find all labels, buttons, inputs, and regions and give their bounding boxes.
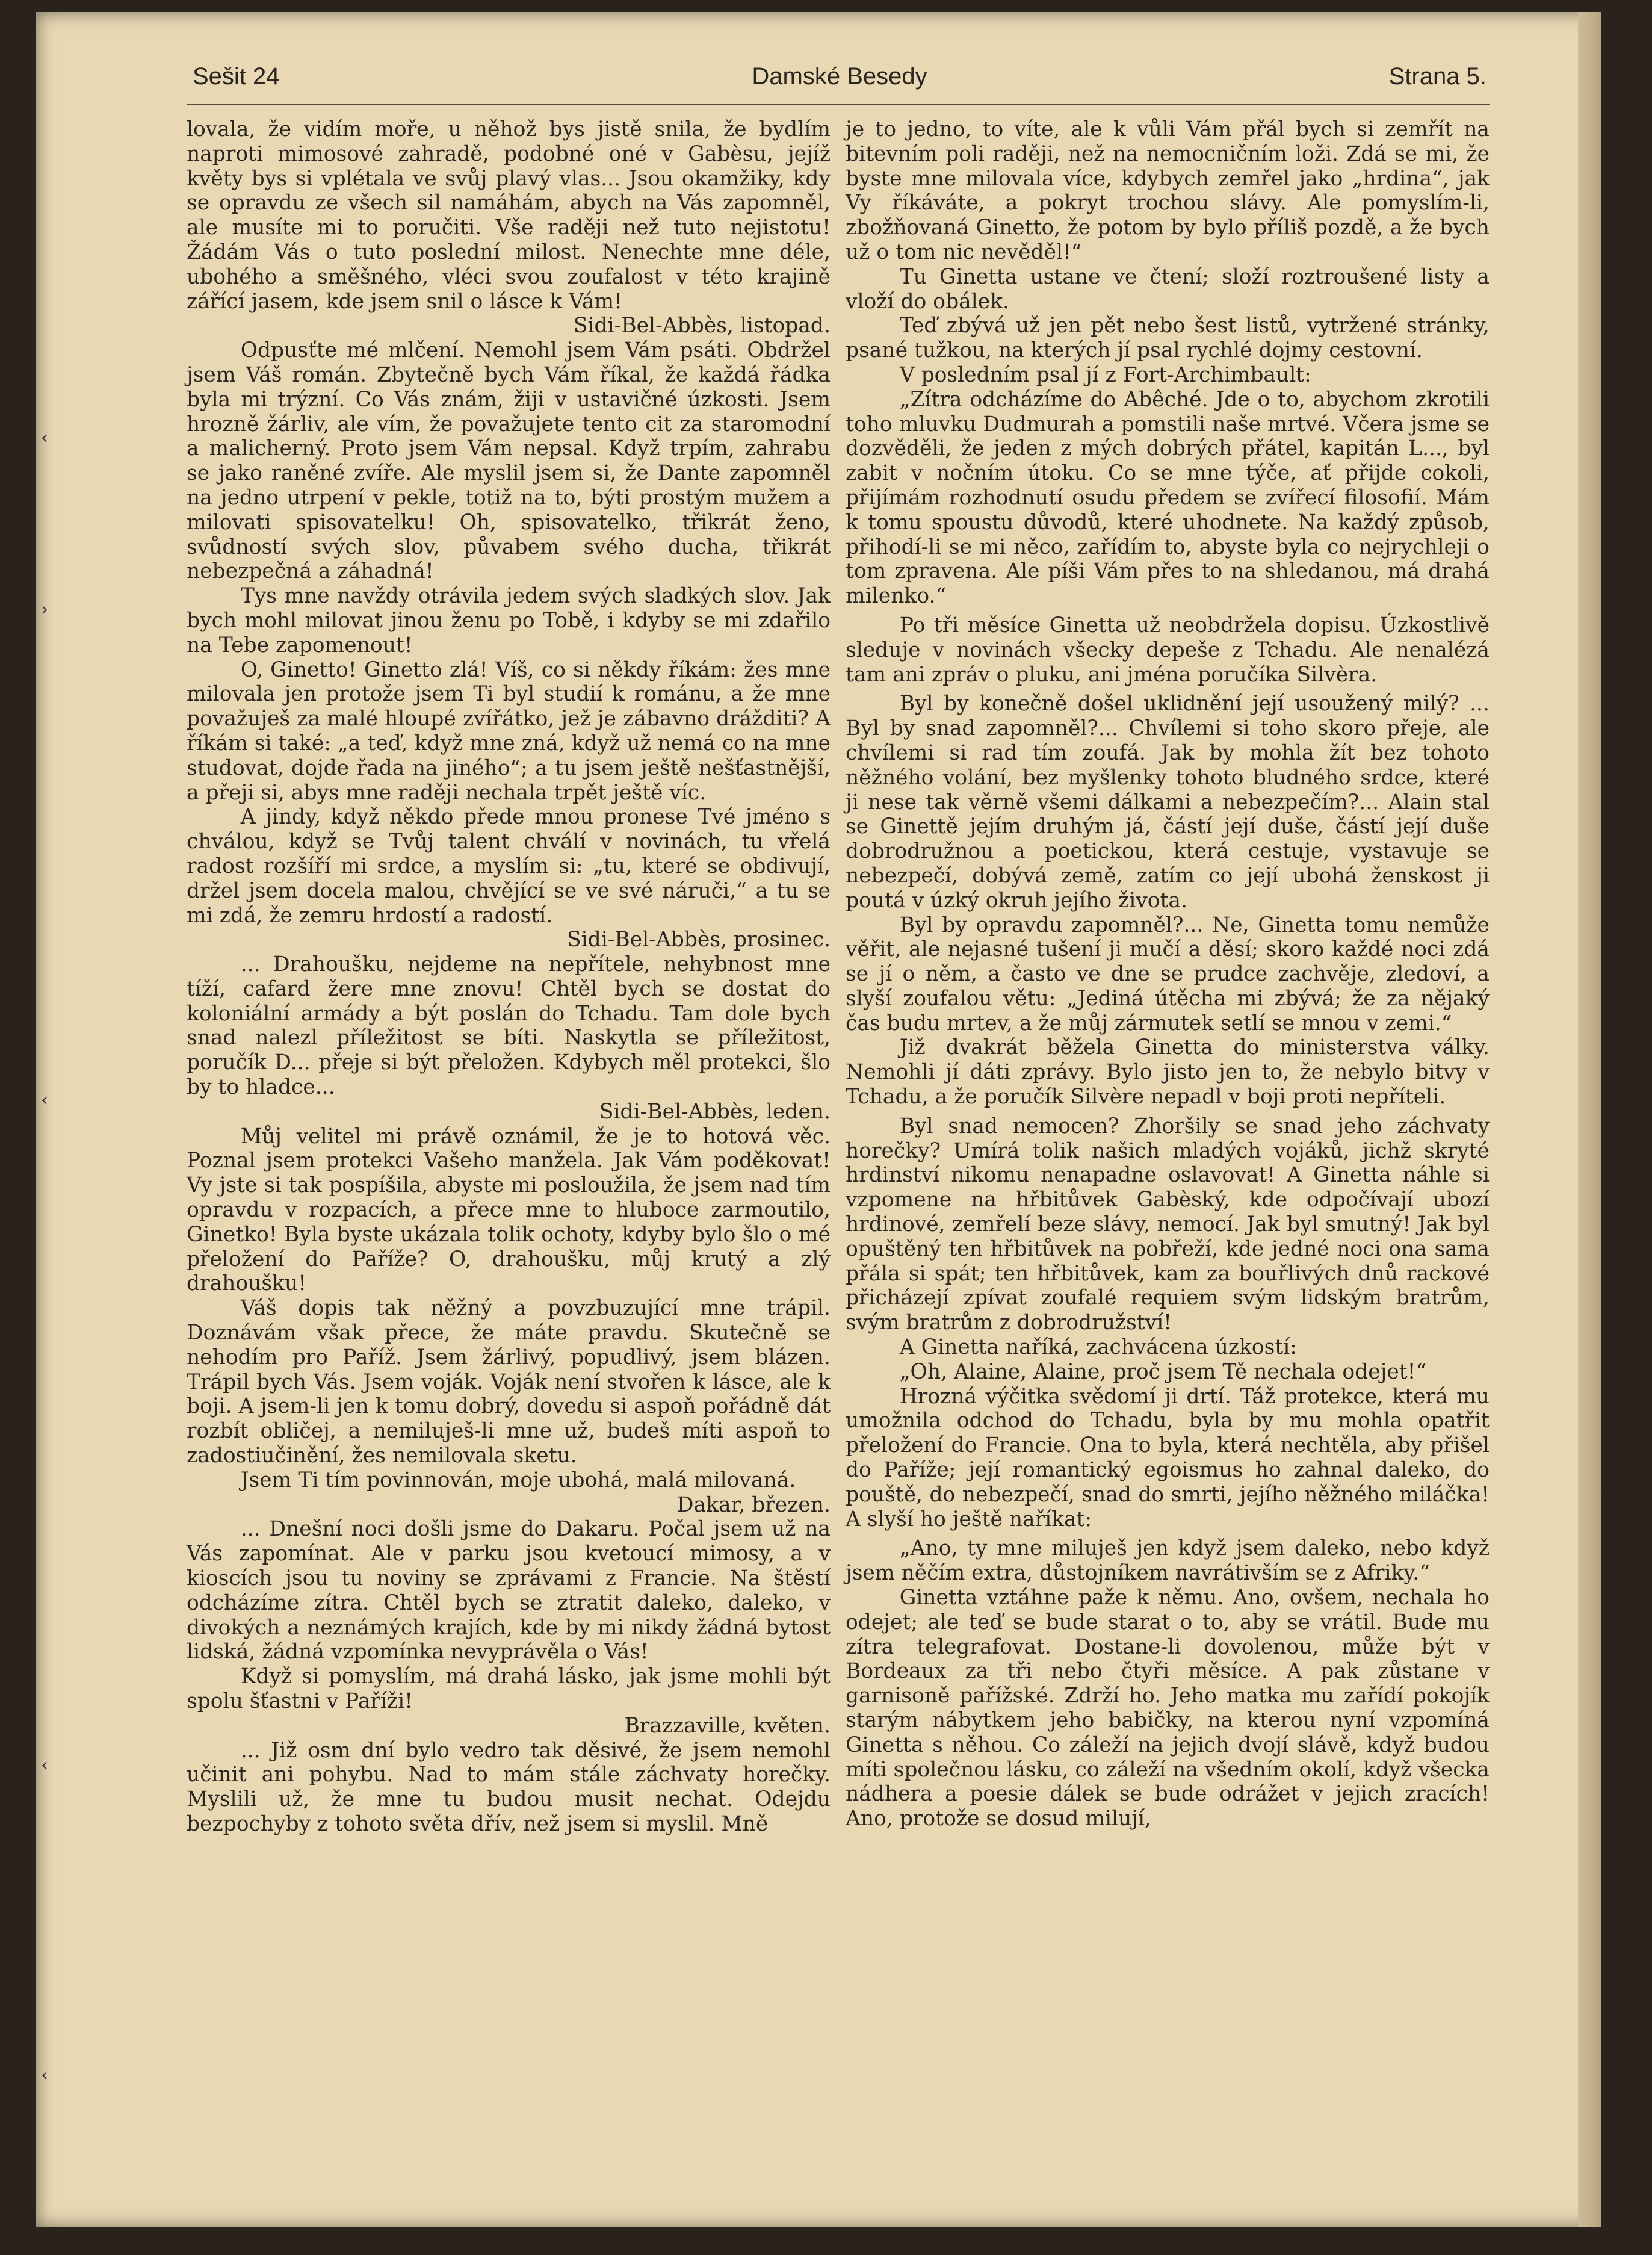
- letter-dateline: Brazzaville, květen.: [624, 1713, 831, 1738]
- paragraph: „Ano, ty mne miluješ jen když jsem daleko, nebo když jsem něčím extra, důstojníkem navrátivším se z Afriky.“: [846, 1536, 1490, 1586]
- paragraph: ... Drahoušku, nejdeme na nepřítele, nehybnost mne tíží, cafard žere mne znovu! Chtěl bych se dostat do koloniální armády a být poslán do Tchadu. Tam dole bych snad nalezl příležitost se bíti. Naskytla se příležitost, poručík D... přeje si být přeložen. Kdybych měl protekci, šlo by to hladce...: [187, 952, 831, 1100]
- paragraph: Ginetta vztáhne paže k němu. Ano, ovšem, nechala ho odejet; ale teď se bude starat o to, aby se vrátil. Bude mu zítra telegrafovat. Dostane-li dovolenou, může být v Bordeaux za tři nebo čtyři měsíce. A pak zůstane v garnisoně pařížské. Zdrží ho. Jeho matka mu zařídí pokojík starým nábytkem jeho babičky, na kterou nyní vzpomíná Ginetta s něhou. Co záleží na jejich dvojí slávě, když budou míti společnou lásku, co záleží na všedním okolí, když všecka nádhera a poesie dálek se bude odrážet v jejich zracích! Ano, protože se dosud milují,: [846, 1586, 1490, 1831]
- paragraph: „Oh, Alaine, Alaine, proč jsem Tě nechala odejet!“: [899, 1359, 1427, 1384]
- margin-mark: ‹: [41, 1090, 48, 1111]
- right-column: [846, 117, 1490, 1831]
- paragraph: Odpusťte mé mlčení. Nemohl jsem Vám psáti. Obdržel jsem Váš román. Zbytečně bych Vám říkal, že každá řádka byla mi trýzní. Co Vás znám, žiji v ustavičné úzkosti. Jsem hrozně žárliv, ale vím, že považujete tento cit za staromodní a malicherný. Proto jsem Vám nepsal. Když trpím, zahrabu se jako raněné zvíře. Ale myslil jsem si, že Dante zapomněl na jedno utrpení v pekle, totiž na to, býti prostým mužem a milovati spisovatelku! Oh, spisovatelko, třikrát ženo, svůdností svých slov, půvabem svého ducha, třikrát nebezpečná a záhadná!: [187, 338, 831, 584]
- letter-dateline: Sidi-Bel-Abbès, prosinec.: [566, 928, 831, 952]
- paragraph: A Ginetta naříká, zachvácena úzkostí:: [899, 1335, 1297, 1360]
- paragraph: Tu Ginetta ustane ve čtení; složí roztroušené listy a vloží do obálek.: [846, 264, 1490, 314]
- margin-mark: ‹: [41, 2065, 48, 2086]
- margin-mark: ‹: [41, 427, 48, 448]
- header-rule: [187, 104, 1490, 105]
- magazine-page: [36, 12, 1601, 2227]
- binding-edge: [1578, 12, 1601, 2227]
- paragraph: Můj velitel mi právě oznámil, že je to hotová věc. Poznal jsem protekci Vašeho manžela. Jak Vám poděkovat! Vy jste si tak pospíšila, abyste mi posloužila, že jsem nad tím opravdu v rozpacích, a přece mne to hluboce zarmoutilo, Ginetko! Byla byste ukázala tolik ochoty, kdyby bylo šlo o mé přeložení do Paříže? O, drahoušku, můj krutý a zlý drahoušku!: [187, 1124, 831, 1296]
- paragraph: Jsem Ti tím povinnován, moje ubohá, malá milovaná.: [240, 1468, 796, 1492]
- paragraph: je to jedno, to víte, ale k vůli Vám přál bych si zemřít na bitevním poli raději, než na nemocničním loži. Zdá se mi, že byste mne milovala více, kdybych zemřel jako „hrdina“, jak Vy říkáváte, a pokryt trochou slávy. Ale pomyslím-li, zbožňovaná Ginetto, že potom by bylo příliš pozdě, a že bych už o tom nic nevěděl!“: [846, 117, 1490, 264]
- paragraph: Po tři měsíce Ginetta už neobdržela dopisu. Úzkostlivě sleduje v novinách všecky depeše z Tchadu. Ale nenalézá tam ani zpráv o pluku, ani jména poručíka Silvèra.: [846, 613, 1490, 687]
- paragraph: Již dvakrát běžela Ginetta do ministerstva války. Nemohli jí dáti zprávy. Bylo jisto jen to, že nebylo bitvy v Tchadu, a že poručík Silvère nepadl v boji proti nepříteli.: [846, 1035, 1490, 1109]
- margin-mark: ‹: [41, 1755, 48, 1776]
- letter-dateline: Sidi-Bel-Abbès, listopad.: [573, 314, 831, 338]
- paragraph: A jindy, když někdo přede mnou pronese Tvé jméno s chválou, když se Tvůj talent chválí v novinách, tu vřelá radost rozšíří mi srdce, a myslím si: „tu, které se obdivují, držel jsem docela malou, chvějící se ve své náruči,“ a tu se mi zdá, že zemru hrdostí a radostí.: [187, 805, 831, 928]
- paragraph: „Zítra odcházíme do Abêché. Jde o to, abychom zkrotili toho mluvku Dudmurah a pomstili naše mrtvé. Včera jsme se dozvěděli, že jeden z mých dobrých přátel, kapitán L..., byl zabit v nočním útoku. Co se mne týče, ať přijde cokoli, přijímám rozhodnutí osudu předem se zvířecí filosofií. Mám k tomu spoustu důvodů, které uhodnete. Na každý způsob, přihodí-li se mi něco, zařídím to, abyste byla co nejrychleji o tom zpravena. Ale píši Vám přes to na shledanou, má drahá milenko.“: [846, 387, 1490, 609]
- publication-title: Damské Besedy: [752, 63, 927, 90]
- left-column: [187, 117, 831, 1837]
- paragraph: ... Dnešní noci došli jsme do Dakaru. Počal jsem už na Vás zapomínat. Ale v parku jsou kvetoucí mimosy, a v kioscích jsou tu noviny se zprávami z Francie. Na štěstí odcházíme zítra. Chtěl bych se ztratit daleko, daleko, v divokých a neznámých krajích, kde by mi nikdy žádná bytost lidská, žádná vzpomínka nevyprávěla o Vás!: [187, 1517, 831, 1664]
- paragraph: O, Ginetto! Ginetto zlá! Víš, co si někdy říkám: žes mne milovala jen protože jsem Ti byl studií k románu, a že mne považuješ za malé hloupé zvířátko, jež je zábavno drážditi? A říkám si také: „a teď, když mne zná, když už nemá co na mne studovat, dojde řada na jiného“; a tu jsem ještě nešťastnější, a přeji si, abys mne raději nechala trpět ještě víc.: [187, 657, 831, 805]
- page-number: Strana 5.: [1388, 63, 1486, 90]
- letter-dateline: Sidi-Bel-Abbès, leden.: [599, 1099, 831, 1124]
- paragraph: V posledním psal jí z Fort-Archimbault:: [899, 362, 1311, 387]
- margin-mark: ›: [41, 599, 48, 620]
- paragraph: ... Již osm dní bylo vedro tak děsivé, že jsem nemohl učinit ani pohybu. Nad to mám stále záchvaty horečky. Myslili už, že mne tu budou musit nechat. Odejdu bezpochyby z tohoto světa dřív, než jsem si myslil. Mně: [187, 1738, 831, 1836]
- paragraph: Když si pomyslím, má drahá lásko, jak jsme mohli být spolu šťastni v Paříži!: [187, 1664, 831, 1713]
- paragraph: Tys mne navždy otrávila jedem svých sladkých slov. Jak bych mohl milovat jinou ženu po Tobě, i kdyby se mi zdařilo na Tebe zapomenout!: [187, 584, 831, 657]
- paragraph: Váš dopis tak něžný a povzbuzující mne trápil. Doznávám však přece, že máte pravdu. Skutečně se nehodím pro Paříž. Jsem žárlivý, popudlivý, jsem blázen. Trápil bych Vás. Jsem voják. Voják není stvořen k lásce, ale k boji. A jsem-li jen k tomu dobrý, dovedu si aspoň pořádně dát rozbít obličej, a nemiluješ-li mne už, budeš míti aspoň to zadostiučinění, žes nemilovala sketu.: [187, 1296, 831, 1468]
- paragraph: Teď zbývá už jen pět nebo šest listů, vytržené stránky, psané tužkou, na kterých jí psal rychlé dojmy cestovní.: [846, 314, 1490, 363]
- paragraph: Byl snad nemocen? Zhoršily se snad jeho záchvaty horečky? Umírá tolik našich mladých vojáků, jichž skryté hrdinství nikomu nenapadne oslavovat! A Ginetta náhle si vzpomene na hřbitůvek Gabèský, kde odpočívají ubozí hrdinové, zemřelí beze slávy, nemocí. Jak byl smutný! Jak byl opuštěný ten hřbitůvek na pobřeží, kde jedné noci ona sama přála si spát; ten hřbitůvek, kam za bouřlivých dnů rackové přicházejí zpívat zoufalé requiem svým lidským bratrům, svým bratrům z dobrodružství!: [846, 1114, 1490, 1335]
- paragraph: Byl by konečně došel uklidnění její usoužený milý? ... Byl by snad zapomněl?... Chvílemi si toho skoro přeje, ale chvílemi si rad tím zoufá. Jak by mohla žít bez tohoto něžného volání, bez myšlenky tohoto bludného srdce, které ji nese tak věrně všemi dálkami a nebezpečím?... Alain stal se Ginettě jejím druhým já, částí její duše, částí její duše dobrodružnou a poetickou, která cestuje, vystavuje se nebezpečí, dobývá země, zatím co její ubohá ženskost ji poutá v úzký okruh jejího života.: [846, 692, 1490, 913]
- issue-number: Sešit 24: [193, 63, 280, 90]
- paragraph: Hrozná výčitka svědomí ji drtí. Táž protekce, která mu umožnila odchod do Tchadu, byla by mu mohla opatřit přeložení do Francie. Ona to byla, která nechtěla, aby přišel do Paříže; její romantický egoismus ho zahnal daleko, do pouště, do nebezpečí, snad do smrti, jejího něžného miláčka! A slyší ho ještě naříkat:: [846, 1384, 1490, 1531]
- letter-dateline: Dakar, březen.: [676, 1492, 831, 1517]
- paragraph: lovala, že vidím moře, u něhož bys jistě snila, že bydlím naproti mimosové zahradě, podobné oné v Gabèsu, jejíž květy bys si vplétala ve svůj plavý vlas... Jsou okamžiky, kdy se opravdu ze všech sil namáhám, abych na Vás zapomněl, ale musíte mi to poručiti. Vše raději než tuto nejistotu! Žádám Vás o tuto poslední milost. Nenechte mne déle, ubohého a směšného, vléci svou zoufalost v této krajině zářící jasem, kde jsem snil o lásce k Vám!: [187, 117, 831, 314]
- paragraph: Byl by opravdu zapomněl?... Ne, Ginetta tomu nemůže věřit, ale nejasné tušení ji mučí a děsí; skoro každé noci zdá se jí o něm, a často ve dne se prudce zachvěje, zledoví, a slyší zoufalou větu: „Jediná útěcha mi zbývá; že za nějaký čas budu mrtev, a že můj zármutek setlí se mnou v zemi.“: [846, 913, 1490, 1035]
